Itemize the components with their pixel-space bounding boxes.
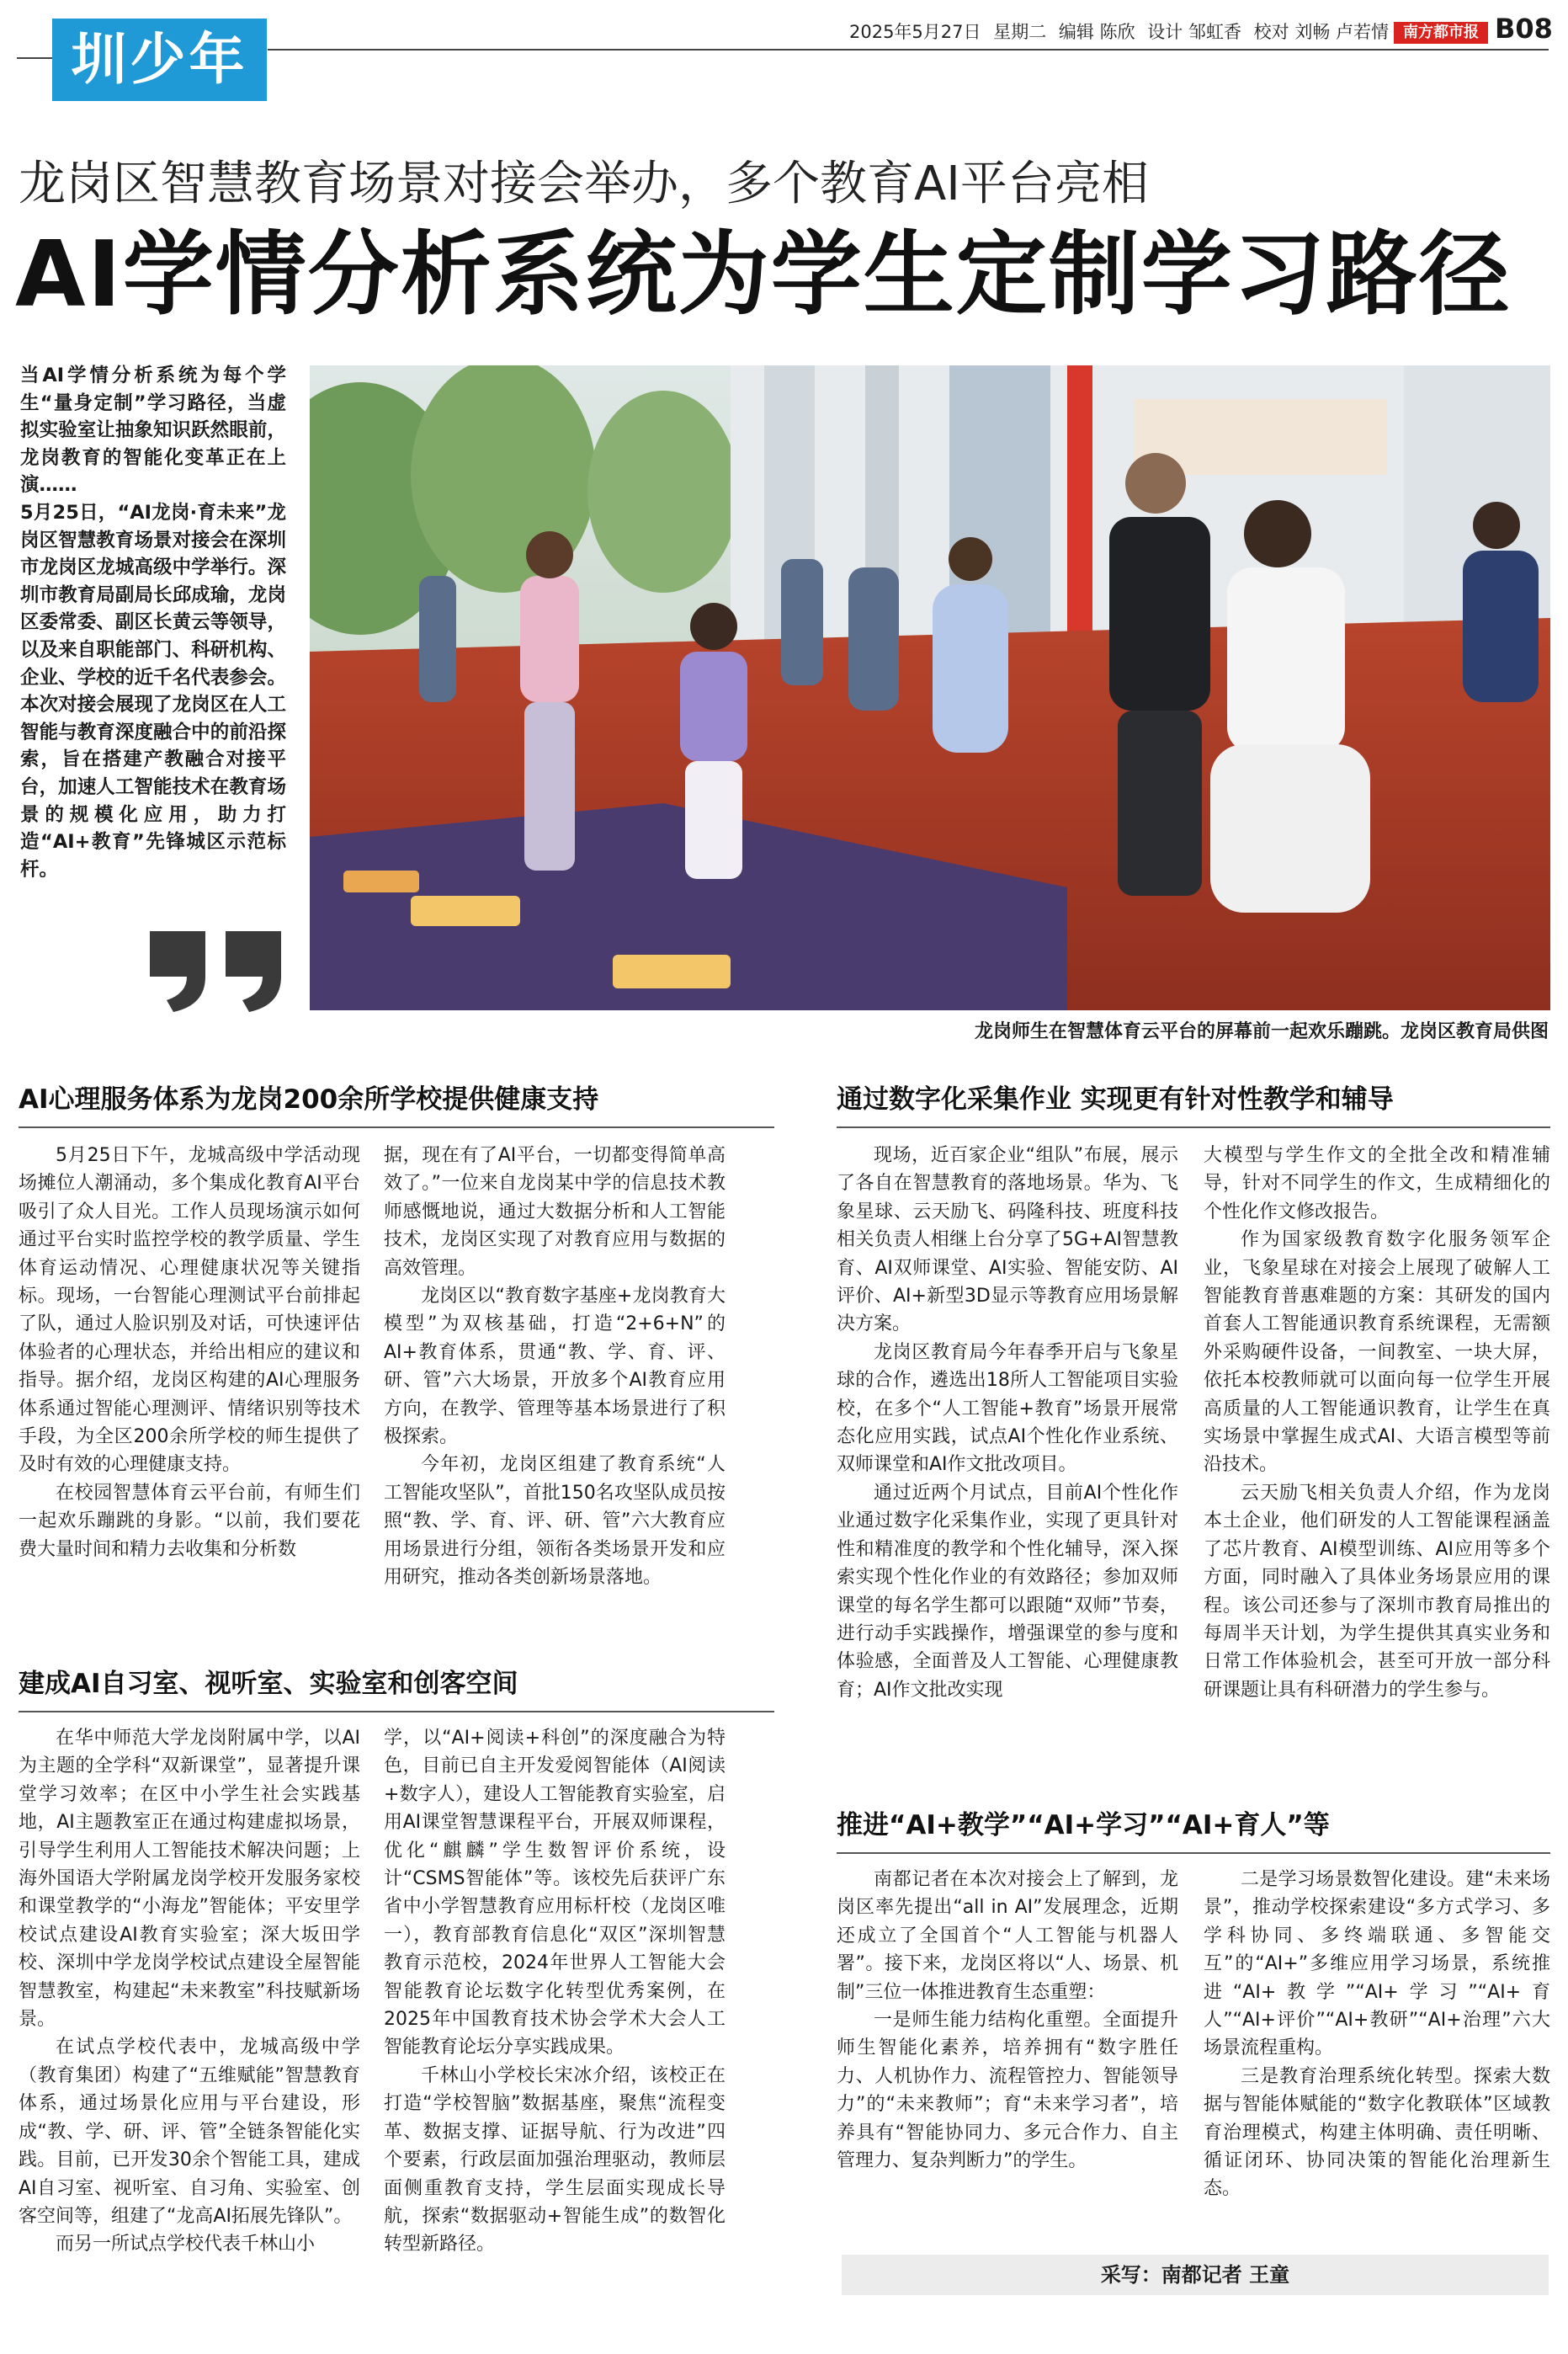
paragraph: 今年初，龙岗区组建了教育系统“人工智能攻坚队”，首批150名攻坚队成员按照“教、学、育、评、研、管”六大教育应用场景进行分组，领衔各类场景开发和应用研究，推动各类创新场景落地。 (384, 1454, 726, 1589)
lead-paragraphs (20, 362, 286, 883)
page-number: B08 (1495, 13, 1553, 45)
section-rule (19, 1711, 774, 1712)
paragraph: 三是教育治理系统化转型。探索大数据与智能体赋能的“数字化教联体”区域教育治理模式，构建主体明确、责任明晰、循证闭环、协同决策的智能化治理新生态。 (1204, 2065, 1550, 2200)
section-ai-plus-column-1 (837, 1866, 1178, 2175)
paragraph: 作为国家级教育数字化服务领军企业，飞象星球在对接会上展现了破解人工智能教育普惠难题的方案：其研发的国内首套人工智能通识教育系统课程，无需额外采购硬件设备，一间教室、一块大屏，依托本校教师就可以面向每一位学生开展高质量的人工智能通识教育，让学生在真实场景中掌握生成式AI、大语言模型等前沿技术。 (1204, 1229, 1550, 1476)
design-credit: 设计 邹虹香 (1147, 22, 1241, 42)
section-heading-psychology: AI心理服务体系为龙岗200余所学校提供健康支持 (19, 1084, 599, 1115)
section-digital-homework-column-1 (837, 1142, 1178, 1704)
event-photo-illustration (310, 365, 1550, 1010)
paragraph: 而另一所试点学校代表千林山小 (56, 2234, 316, 2255)
issue-weekday: 星期二 (993, 22, 1047, 42)
paragraph: 二是学习场景数智化建设。建“未来场景”，推动学校探索建设“多方式学习、多学科协同、多终端联通、多智能交互”的“AI+”多维应用学习场景，系统推进“AI+教学”“AI+学习”“AI+育人”“AI+评价”“AI+教研”“AI+治理”六大场景流程重构。 (1204, 1869, 1550, 2059)
section-rule (837, 1126, 1550, 1128)
paragraph: 学，以“AI+阅读+科创”的深度融合为特色，目前已自主开发爱阅智能体（AI阅读+数字人），建设人工智能教育实验室，启用AI课堂智慧课程平台，开展双师课程，优化“麒麟”学生数智评价系统，设计“CSMS智能体”等。该校先后获评广东省中小学智慧教育应用标杆校（龙岗区唯一），教育部教育信息化“双区”深圳智慧教育示范校，2024年世界人工智能大会智能教育论坛数字化转型优秀案例，在2025年中国教育技术协会学术大会人工智能教育论坛分享实践成果。 (384, 1728, 726, 2058)
paragraph: 在华中师范大学龙岗附属中学，以AI为主题的全学科“双新课堂”，显著提升课堂学习效率；在区中小学生社会实践基地，AI主题教室正在通过构建虚拟场景，引导学生利用人工智能技术解决问题；上海外国语大学附属龙岗学校开发服务家校和课堂教学的“小海龙”智能体；平安里学校试点建设AI教育实验室；深大坂田学校、深圳中学龙岗学校试点建设全屋智能智慧教室，构建起“未来教室”科技赋新场景。 (19, 1728, 360, 2031)
lead-paragraph: 5月25日，“AI龙岗·育未来”龙岗区智慧教育场景对接会在深圳市龙岗区龙城高级中学举行。深圳市教育局副局长邱成瑜，龙岗区委常委、副区长黄云等领导，以及来自职能部门、科研机构、企业、学校的近千名代表参会。本次对接会展现了龙岗区在人工智能与教育深度融合中的前沿探索，旨在搭建产教融合对接平台，加速人工智能技术在教育场景的规模化应用，助力打造“AI+教育”先锋城区示范标杆。 (20, 501, 286, 881)
section-heading-ai-rooms: 建成AI自习室、视听室、实验室和创客空间 (19, 1669, 518, 1699)
headline-subtitle: 龙岗区智慧教育场景对接会举办，多个教育AI平台亮相 (19, 157, 1149, 211)
event-photo (310, 365, 1550, 1010)
paragraph: 现场，近百家企业“组队”布展，展示了各自在智慧教育的落地场景。华为、飞象星球、云天励飞、码隆科技、班度科技相关负责人相继上台分享了5G+AI智慧教育、AI双师课堂、AI实验、智能安防、AI评价、AI+新型3D显示等教育应用场景解决方案。 (837, 1145, 1178, 1335)
section-heading-digital-homework: 通过数字化采集作业 实现更有针对性教学和辅导 (837, 1084, 1394, 1115)
paragraph: 南都记者在本次对接会上了解到，龙岗区率先提出“all in AI”发展理念，近期还成立了全国首个“人工智能与机器人署”。接下来，龙岗区将以“人、场景、机制”三位一体推进教育生态重塑： (837, 1869, 1178, 2003)
paragraph: 5月25日下午，龙城高级中学活动现场摊位人潮涌动，多个集成化教育AI平台吸引了众人目光。工作人员现场演示如何通过平台实时监控学校的教学质量、学生体育运动情况、心理健康状况等关键指标。现场，一台智能心理测试平台前排起了队，通过人脸识别及对话，可快速评估体验者的心理状态，并给出相应的建议和指导。据介绍，龙岗区构建的AI心理服务体系通过智能心理测评、情绪识别等技术手段，为全区200余所学校的师生提供了及时有效的心理健康支持。 (19, 1145, 360, 1476)
paragraph: 龙岗区以“教育数字基座+龙岗教育大模型”为双核基础，打造“2+6+N”的AI+教育体系，贯通“教、学、育、评、研、管”六大场景，开放多个AI教育应用方向，在教学、管理等基本场景进行了积极探索。 (384, 1286, 726, 1448)
masthead-rule-left (17, 57, 52, 59)
newspaper-logo: 南方都市报 (1394, 22, 1488, 44)
section-ai-plus-column-2 (1204, 1866, 1550, 2203)
section-ai-rooms-column-2 (384, 1724, 726, 2259)
section-ai-rooms-column-1 (19, 1724, 360, 2259)
paragraph: 通过近两个月试点，目前AI个性化作业通过数字化采集作业，实现了更具针对性和精准度的教学和个性化辅导，深入探索实现个性化作业的有效路径；参加双师课堂的每名学生都可以跟随“双师”节奏，进行动手实践操作，增强课堂的参与度和体验感，全面普及人工智能、心理健康教育；AI作文批改实现 (837, 1482, 1178, 1701)
lead-paragraph: 当AI学情分析系统为每个学生“量身定制”学习路径，当虚拟实验室让抽象知识跃然眼前，龙岗教育的智能化变革正在上演…… (20, 365, 286, 497)
masthead-rule-right (268, 49, 1549, 51)
section-tag: 圳少年 (52, 19, 267, 101)
quote-mark-icon (145, 924, 288, 1017)
section-rule (19, 1126, 774, 1128)
paragraph: 一是师生能力结构化重塑。全面提升师生智能化素养，培养拥有“数字胜任力、人机协作力、流程管控力、智能领导力”的“未来教师”；育“未来学习者”，培养具有“智能协同力、多元合作力、自主管理力、复杂判断力”的学生。 (837, 2010, 1178, 2172)
page-meta (808, 15, 1389, 49)
section-rule (837, 1852, 1550, 1854)
paragraph: 据，现在有了AI平台，一切都变得简单高效了。”一位来自龙岗某中学的信息技术教师感慨地说，通过大数据分析和人工智能技术，龙岗区实现了对教育应用与数据的高效管理。 (384, 1145, 726, 1279)
byline: 采写：南都记者 王童 (842, 2255, 1549, 2295)
paragraph: 千林山小学校长宋冰介绍，该校正在打造“学校智脑”数据基座，聚焦“流程变革、数据支撑、证据导航、行为改进”四个要素，行政层面加强治理驱动，教师层面侧重教育支持，学生层面实现成长导航，探索“数据驱动+智能生成”的数智化转型新路径。 (384, 2064, 726, 2255)
headline-title: AI学情分析系统为学生定制学习路径 (15, 222, 1512, 328)
paragraph: 龙岗区教育局今年春季开启与飞象星球的合作，遴选出18所人工智能项目实验校，在多个“人工智能+教育”场景开展常态化应用实践，试点AI个性化作业系统、双师课堂和AI作文批改项目。 (837, 1341, 1178, 1476)
section-digital-homework-column-2 (1204, 1142, 1550, 1704)
section-psychology-column-2 (384, 1142, 726, 1592)
editor-credit: 编辑 陈欣 (1058, 22, 1135, 42)
paragraph: 大模型与学生作文的全批全改和精准辅导，针对不同学生的作文，生成精细化的个性化作文修改报告。 (1204, 1145, 1550, 1222)
paragraph: 在试点学校代表中，龙城高级中学（教育集团）构建了“五维赋能”智慧教育体系，通过场景化应用与平台建设，形成“教、学、研、评、管”全链条智能化实践。目前，已开发30余个智能工具，建成AI自习室、视听室、自习角、实验室、创客空间等，组建了“龙高AI拓展先锋队”。 (19, 2037, 360, 2227)
paragraph: 在校园智慧体育云平台前，有师生们一起欢乐蹦跳的身影。“以前，我们要花费大量时间和精力去收集和分析数 (19, 1482, 360, 1560)
section-heading-ai-plus: 推进“AI+教学”“AI+学习”“AI+育人”等 (837, 1810, 1330, 1840)
issue-date: 2025年5月27日 (848, 22, 981, 42)
paragraph: 云天励飞相关负责人介绍，作为龙岗本土企业，他们研发的人工智能课程涵盖了芯片教育、AI模型训练、AI应用等多个方面，同时融入了具体业务场景应用的课程。该公司还参与了深圳市教育局推出的每周半天计划，为学生提供其真实业务和日常工作体验机会，甚至可开放一部分科研课题让具有科研潜力的学生参与。 (1204, 1482, 1550, 1701)
section-psychology-column-1 (19, 1142, 360, 1563)
proof-credit: 校对 刘畅 卢若情 (1253, 22, 1389, 42)
photo-caption: 龙岗师生在智慧体育云平台的屏幕前一起欢乐蹦跳。龙岗区教育局供图 (974, 1021, 1549, 1042)
